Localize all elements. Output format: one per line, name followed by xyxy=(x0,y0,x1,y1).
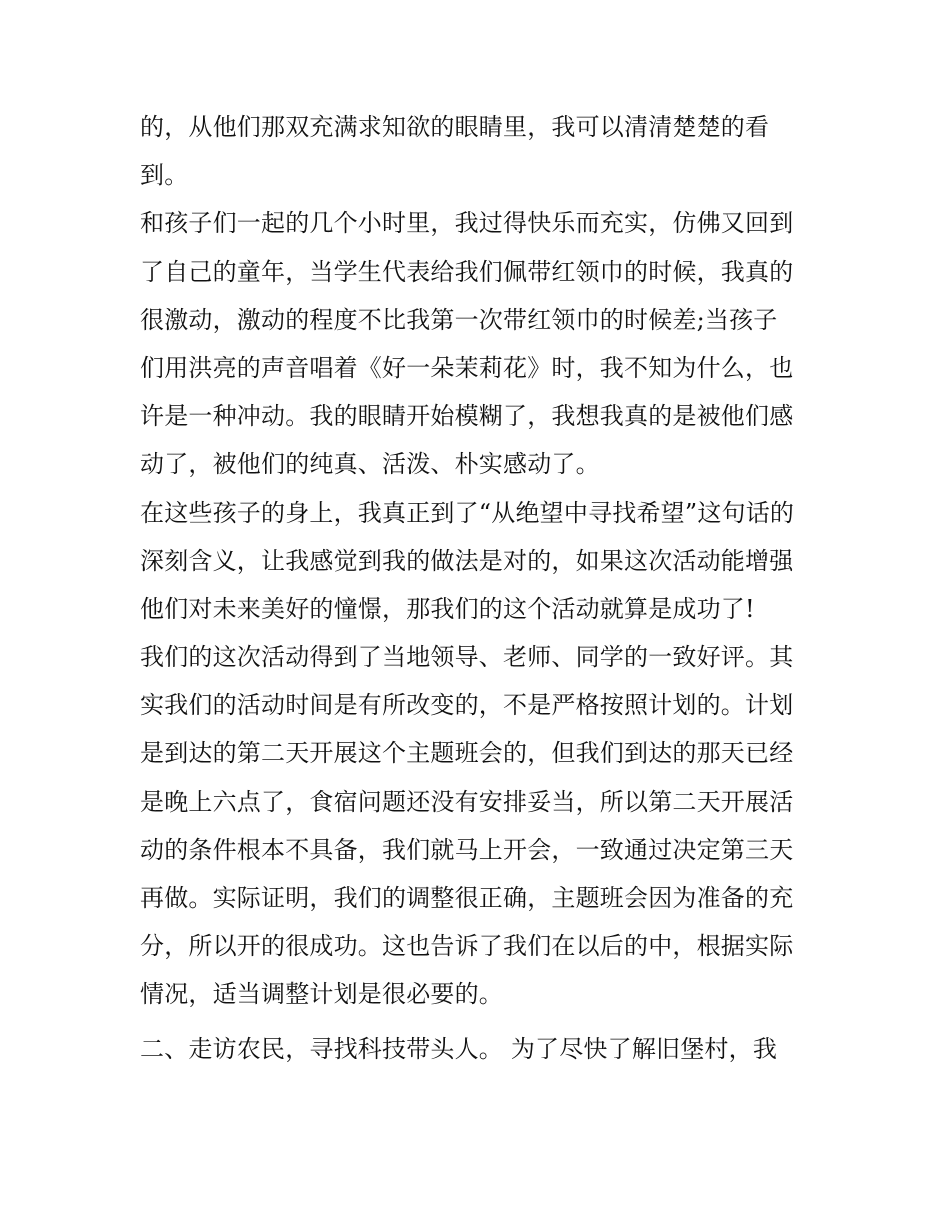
text-line: 分，所以开的很成功。这也告诉了我们在以后的中，根据实际 xyxy=(140,932,794,961)
text-line: 到。 xyxy=(140,161,189,190)
text-line: 动了，被他们的纯真、活泼、朴实感动了。 xyxy=(140,450,600,479)
section-heading-line: 二、走访农民，寻找科技带头人。 为了尽快了解旧堡村，我 xyxy=(140,1034,778,1063)
text-line: 许是一种冲动。我的眼睛开始模糊了，我想我真的是被他们感 xyxy=(140,402,794,431)
text-line: 是到达的第二天开展这个主题班会的，但我们到达的那天已经 xyxy=(140,739,794,768)
text-line: 我们的这次活动得到了当地领导、老师、同学的一致好评。其 xyxy=(140,643,794,672)
text-line: 动的条件根本不具备，我们就马上开会，一致通过决定第三天 xyxy=(140,835,794,864)
text-line: 们用洪亮的声音唱着《好一朵茉莉花》时，我不知为什么，也 xyxy=(140,353,794,382)
text-line: 情况，适当调整计划是很必要的。 xyxy=(140,980,503,1009)
text-line: 他们对未来美好的憧憬，那我们的这个活动就算是成功了! xyxy=(140,594,755,623)
text-line: 在这些孩子的身上，我真正到了“从绝望中寻找希望”这句话的 xyxy=(140,498,795,527)
text-line: 和孩子们一起的几个小时里，我过得快乐而充实，仿佛又回到 xyxy=(140,209,794,238)
text-line: 实我们的活动时间是有所改变的，不是严格按照计划的。计划 xyxy=(140,691,794,720)
body-text xyxy=(140,103,820,1073)
text-line: 再做。实际证明，我们的调整很正确，主题班会因为准备的充 xyxy=(140,884,794,912)
text-line: 了自己的童年，当学生代表给我们佩带红领巾的时候，我真的 xyxy=(140,257,794,286)
text-line: 是晚上六点了，食宿问题还没有安排妥当，所以第二天开展活 xyxy=(140,787,794,816)
text-line: 的，从他们那双充满求知欲的眼睛里，我可以清清楚楚的看 xyxy=(140,113,770,141)
text-line: 很激动，激动的程度不比我第一次带红领巾的时候差;当孩子 xyxy=(140,305,778,334)
text-line: 深刻含义，让我感觉到我的做法是对的，如果这次活动能增强 xyxy=(140,546,794,575)
